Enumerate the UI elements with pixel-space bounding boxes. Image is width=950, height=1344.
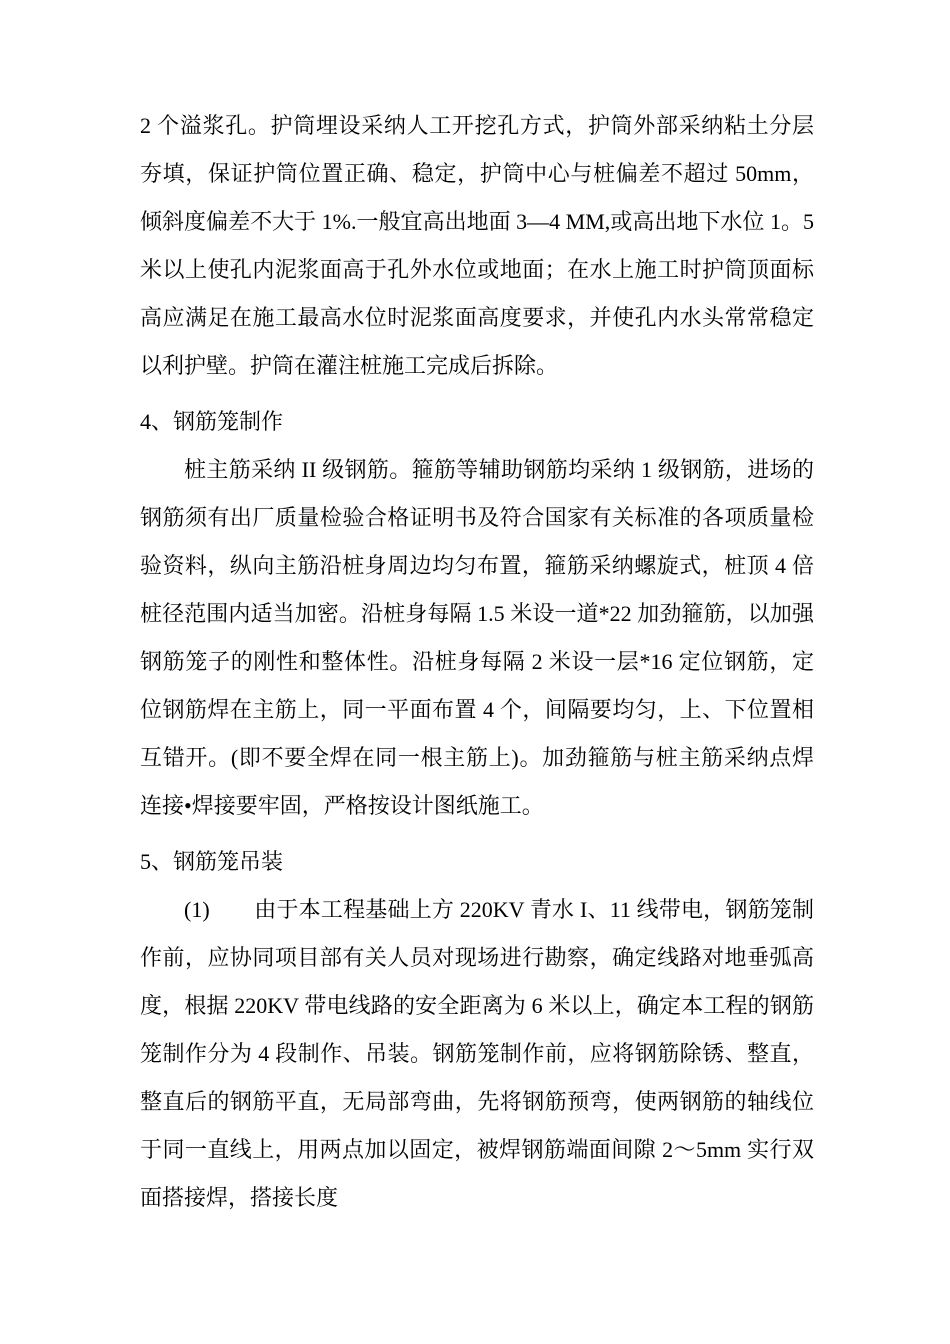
paragraph-rebar-cage-hoisting: (1) 由于本工程基础上方 220KV 青水 I、11 线带电，钢筋笼制作前，应协同项目部有关人员对现场进行勘察，确定线路对地垂弧高度，根据 220KV 带电线路的安全距离为 6 米以上，确定本工程的钢筋笼制作分为 4 段制作、吊装。钢筋笼制作前，应将钢筋除锈、整直，整直后的钢筋平直，无局部弯曲，先将钢筋预弯，使两钢筋的轴线位于同一直线上，用两点加以固定，被焊钢筋端面间隙 2〜5mm 实行双面搭接焊，搭接长度 [140,897,814,1210]
paragraph-rebar-cage-fabrication: 桩主筋采纳 II 级钢筋。箍筋等辅助钢筋均采纳 1 级钢筋，进场的钢筋须有出厂质量检验合格证明书及符合国家有关标准的各项质量检验资料，纵向主筋沿桩身周边均匀布置，箍筋采纳螺旋式，桩顶 4 倍桩径范围内适当加密。沿桩身每隔 1.5 米设一道*22 加劲箍筋，以加强钢筋笼子的刚性和整体性。沿桩身每隔 2 米设一层*16 定位钢筋，定位钢筋焊在主筋上，同一平面布置 4 个，间隔要均匀，上、下位置相互错开。(即不要全焊在同一根主筋上)。加劲箍筋与桩主筋采纳点焊连接•焊接要牢固，严格按设计图纸施工。 [140,457,814,818]
heading-section-4-rebar-cage-fabrication: 4、钢筋笼制作 [140,409,284,434]
heading-section-5-rebar-cage-hoisting: 5、钢筋笼吊装 [140,849,284,874]
paragraph-protective-casing: 2 个溢浆孔。护筒埋设采纳人工开挖孔方式，护筒外部采纳粘土分层夯填，保证护筒位置正确、稳定，护筒中心与桩偏差不超过 50mm，倾斜度偏差不大于 1%.一般宜高出地面 3—4 MM,或高出地下水位 1。5 米以上使孔内泥浆面高于孔外水位或地面；在水上施工时护筒顶面标高应满足在施工最高水位时泥浆面高度要求，并使孔内水头常常稳定以利护壁。护筒在灌注桩施工完成后拆除。 [140,113,814,378]
